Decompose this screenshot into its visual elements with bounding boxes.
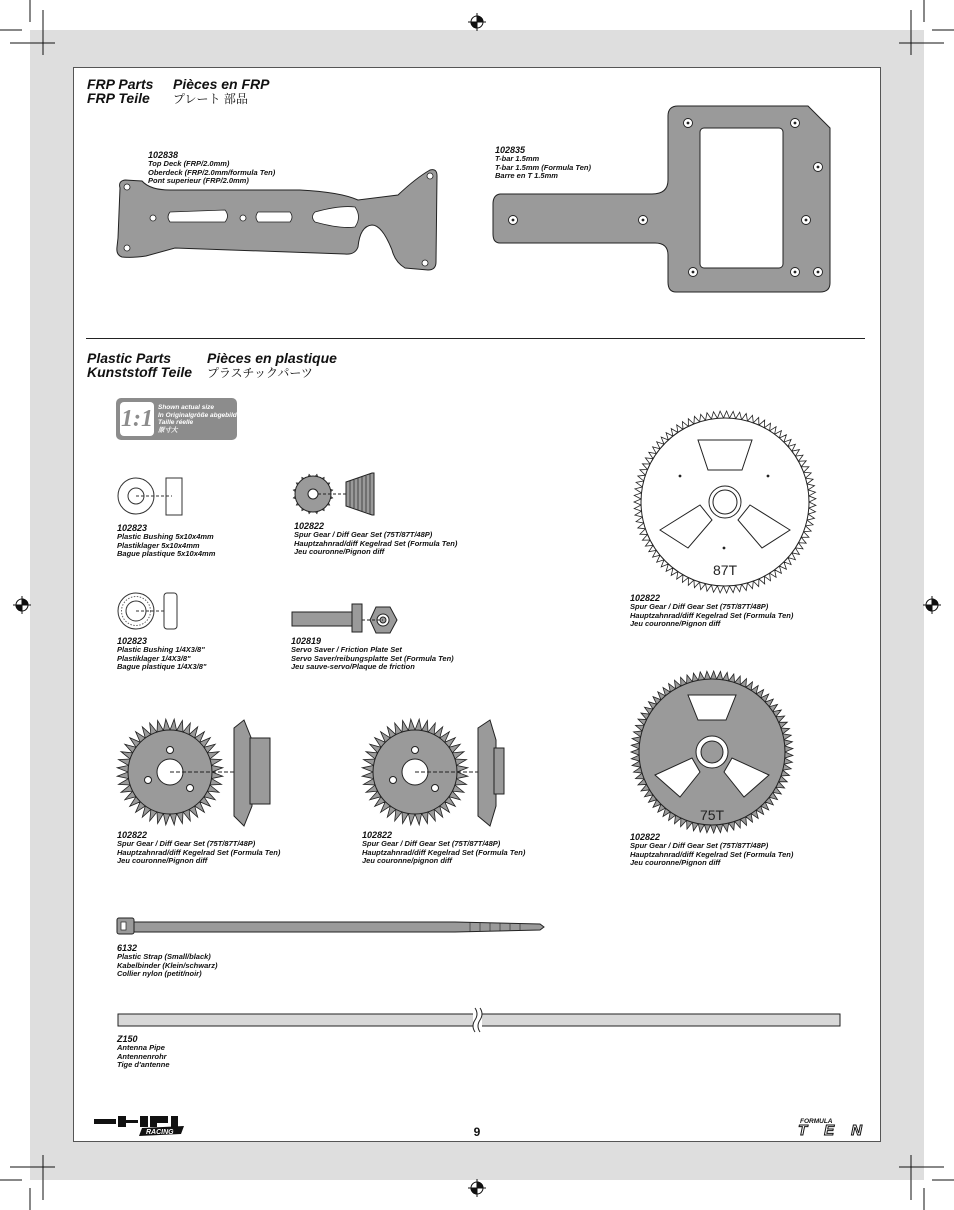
part-desc: Kabelbinder (Klein/schwarz) xyxy=(117,960,218,970)
part-desc: Plastic Bushing 5x10x4mm xyxy=(117,532,214,541)
part-desc: Hauptzahnrad/diff Kegelrad Set (Formula Ten) xyxy=(630,610,794,620)
part-desc: Top Deck (FRP/2.0mm) xyxy=(148,159,230,168)
badge-line: Taille réelle xyxy=(158,419,194,426)
scale-label: 1:1 xyxy=(120,402,154,436)
part-desc: Spur Gear / Diff Gear Set (75T/87T/48P) xyxy=(630,602,769,611)
formula-ten-top: FORMULA xyxy=(800,1118,833,1125)
part-desc: Plastiklager 1/4X3/8" xyxy=(117,653,191,663)
part-desc: Hauptzahnrad/diff Kegelrad Set (Formula Ten) xyxy=(630,849,794,859)
part-number: 102822 xyxy=(117,830,148,840)
part-desc: Hauptzahnrad/diff Kegelrad Set (Formula Ten) xyxy=(117,847,281,857)
plastic-title-fr: Pièces en plastique xyxy=(207,350,337,366)
plastic-title-de: Kunststoff Teile xyxy=(87,364,193,380)
part-desc: Servo Saver / Friction Plate Set xyxy=(291,645,402,654)
part-number: Z150 xyxy=(117,1034,138,1044)
plastic-title-en: Plastic Parts xyxy=(87,350,172,366)
part-desc: Plastic Bushing 1/4X3/8" xyxy=(117,645,205,654)
part-desc: Spur Gear / Diff Gear Set (75T/87T/48P) xyxy=(362,839,501,848)
frp-title-en: FRP Parts xyxy=(87,76,154,92)
part-desc: Antenna Pipe xyxy=(117,1043,165,1052)
part-desc: Hauptzahnrad/diff Kegelrad Set (Formula Ten) xyxy=(294,538,458,548)
part-number: 102835 xyxy=(495,145,526,155)
part-number: 6132 xyxy=(117,943,138,953)
part-desc: Servo Saver/reibungsplatte Set (Formula Ten) xyxy=(291,653,454,663)
part-number: 102823 xyxy=(117,636,148,646)
part-number: 102819 xyxy=(291,636,322,646)
page-number: 9 xyxy=(473,1125,481,1139)
part-number: 102822 xyxy=(294,521,325,531)
part-desc: Plastic Strap (Small/black) xyxy=(117,952,211,961)
part-desc: Jeu couronne/Pignon diff xyxy=(630,619,721,629)
frp-title-de: FRP Teile xyxy=(87,90,150,106)
part-desc: Jeu couronne/pignon diff xyxy=(362,856,452,866)
badge-line: Shown actual size xyxy=(158,404,214,411)
part-desc: Jeu couronne/Pignon diff xyxy=(630,858,721,868)
svg-text:RACING: RACING xyxy=(146,1129,174,1136)
part-number: 102822 xyxy=(362,830,393,840)
part-desc: Bague plastique 5x10x4mm xyxy=(117,549,216,559)
gear-label-87t: 87T xyxy=(712,562,738,578)
frp-title-jp: プレート 部品 xyxy=(173,92,248,106)
part-desc: Bague plastique 1/4X3/8" xyxy=(117,662,207,672)
part-desc: Jeu sauve-servo/Plaque de friction xyxy=(291,662,415,672)
part-desc: Spur Gear / Diff Gear Set (75T/87T/48P) xyxy=(117,839,256,848)
part-desc: Antennenrohr xyxy=(117,1051,167,1061)
part-number: 102823 xyxy=(117,523,148,533)
frp-title-fr: Pièces en FRP xyxy=(173,76,270,92)
part-desc: Spur Gear / Diff Gear Set (75T/87T/48P) xyxy=(294,530,433,539)
part-number: 102838 xyxy=(148,150,179,160)
gear-label-75t: 75T xyxy=(699,807,725,823)
part-number: 102822 xyxy=(630,593,661,603)
formula-ten-main: TEN xyxy=(798,1122,862,1139)
part-desc: Collier nylon (petit/noir) xyxy=(117,969,202,979)
badge-line: In Originalgröße abgebildet xyxy=(158,411,243,419)
part-desc: Oberdeck (FRP/2.0mm/formula Ten) xyxy=(148,167,276,177)
part-desc: T-bar 1.5mm xyxy=(495,154,540,163)
part-desc: T-bar 1.5mm (Formula Ten) xyxy=(495,162,591,172)
part-number: 102822 xyxy=(630,832,661,842)
badge-line: 原寸大 xyxy=(158,426,178,434)
part-desc: Spur Gear / Diff Gear Set (75T/87T/48P) xyxy=(630,841,769,850)
part-desc: Barre en T 1.5mm xyxy=(495,171,558,181)
plastic-title-jp: プラスチックパーツ xyxy=(207,366,313,380)
part-desc: Pont superieur (FRP/2.0mm) xyxy=(148,176,249,186)
part-desc: Hauptzahnrad/diff Kegelrad Set (Formula Ten) xyxy=(362,847,526,857)
part-desc: Tige d'antenne xyxy=(117,1060,170,1070)
part-desc: Jeu couronne/Pignon diff xyxy=(294,547,385,557)
part-desc: Plastiklager 5x10x4mm xyxy=(117,540,200,550)
part-desc: Jeu couronne/Pignon diff xyxy=(117,856,208,866)
